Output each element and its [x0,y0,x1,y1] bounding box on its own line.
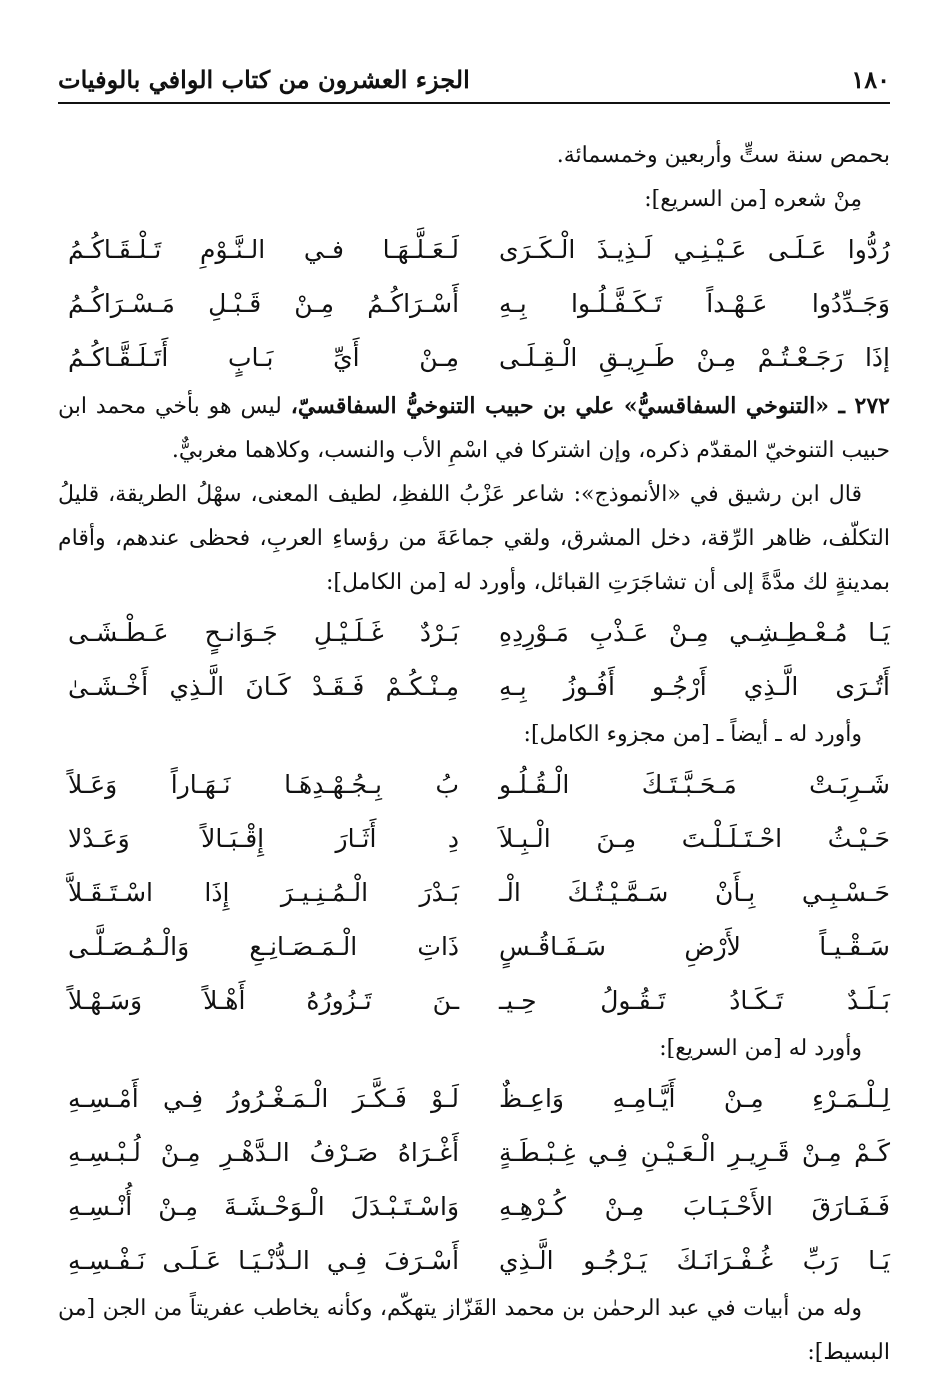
hemistich-second: دِ أَثَـارَ إِقْـبَـالاً وَعَـدْلا [68,823,460,853]
verse-row [58,1071,890,1125]
hemistich-second: لَـعَـلَّـهَـا فـي الـنَّـوْمِ تَـلْـقَـاكُـمُ [68,234,460,264]
hemistich-first: رُدُّوا عَـلَـى عَـيْـنِـي لَـذِيـذَ الْـكَـرَى [498,234,890,264]
hemistich-first: سَـقْـيـاً لأَرْضِ سَـفَـاقُـسٍ [498,931,890,961]
hemistich-first: حَـيْـثُ احْـتَـلَـلْـتَ مِـنَ الْـبِـلاَ [498,823,890,853]
hemistich-second: ـنَ تَـزُورُهُ أَهْـلاً وَسَـهْـلاً [68,985,460,1015]
verse-row [58,1233,890,1287]
hemistich-second: بُ بِـجُـهْـدِهَـا نَـهَـاراً وَعَـلاً [68,769,460,799]
running-header [58,56,890,104]
hemistich-first: فَـفَـارَقَ الأَحْـبَـابَ مِـنْ كُـرْهِـهِ [498,1191,890,1221]
verse-row [58,605,890,659]
verse-row [58,757,890,811]
poem2 [58,605,890,713]
verse-row [58,919,890,973]
hemistich-first: لِـلْـمَـرْءِ مِـنْ أَيَّـامِـهِ وَاعِـظٌ [498,1083,890,1113]
verse-row [58,865,890,919]
closing-paragraph: وله من أبيات في عبد الرحمٰن بن محمد القَزّاز يتهكّم، وكأنه يخاطب عفريتاً من الجن [من البسيط]: [58,1296,890,1365]
page-number: ١٨٠ [851,64,890,94]
hemistich-second: وَاسْـتَـبْـدَلَ الْـوَحْـشَـةَ مِـنْ أُنْـسِـهِ [68,1191,460,1221]
hemistich-first: يَـا رَبِّ غُـفْـرَانَـكَ يَـرْجُـو الَّـذِي [498,1245,890,1275]
hemistich-first: بَـلَـدٌ تَـكَـادُ تَـقُـولُ حِـيـ [498,985,890,1015]
verse-row [58,1179,890,1233]
verse-row [58,1125,890,1179]
hemistich-first: وَجَـدِّدُوا عَـهْـداً تَـكَـفَّـلُـوا بِـهِ [498,288,890,318]
entry-text: ليس هو بأخي محمد ابن حبيب التنوخيّ المقدّم ذكره، وإن اشتركا في اسْمِ الأب والنسب، وكلاهما مغربيٌّ. [58,394,890,463]
hemistich-second: ذَاتِ الْـمَـصَـانِـعِ وَالْـمُـصَـلَّـى [68,931,460,961]
verse-row [58,330,890,384]
poem3-intro: وأورد له ـ أيضاً ـ [من مجزوء الكامل]: [523,722,862,747]
poem4-intro: وأورد له [من السريع]: [659,1036,862,1061]
hemistich-second: بَـرْدٌ غَـلَـيْـلِ جَـوَانـحٍ عَـطْـشَـى [68,617,460,647]
hemistich-second: مِـنْـكُـمْ فَـقَـدْ كَـانَ الَّـذِي أَخْـشَـىٰ [68,671,460,701]
hemistich-first: أَتُـرَى الَّـذِي أَرْجُـو أَفُـوزُ بِـهِ [498,671,890,701]
hemistich-second: بَـدْرَ الْـمُـنِـيـرَ إِذَا اسْـتَـقَـلاَّ [68,877,460,907]
poem4 [58,1071,890,1287]
poem1-intro: مِنْ شعره [من السريع]: [644,187,862,212]
entry-paragraph [58,384,890,473]
verse-row [58,222,890,276]
hemistich-second: أَسْـرَاكُـمُ مِـنْ قَـبْـلِ مَـسْـرَاكُـمُ [68,288,460,318]
biography-paragraph: قال ابن رشيق في «الأنموذج»: شاعر عَزْبُ اللفظِ، لطيف المعنى، سهْلُ الطريقة، قليلُ التكلّف، ظاهر الرِّقة، دخل المشرق، ولقي جماعَةَ من رؤساءِ العربِ، فحظى عندهم، وأقام بمدينةٍ لك مدَّةً إلى أن تشاجَرَتِ القبائل، وأورد له [من الكامل]: [58,482,890,595]
hemistich-first: كَـمْ مِـنْ قَـرِيـرِ الْـعَـيْـنِ فِـي غِـبْـطَـةٍ [498,1137,890,1167]
running-title: الجزء العشرون من كتاب الوافي بالوفيات [58,64,470,94]
opening-line: بحمص سنة ستٍّ وأربعين وخمسمائة. [556,143,890,168]
entry-heading: ٢٧٢ ـ «التنوخي السفاقسيُّ» علي بن حبيب التنوخيُّ السفاقسيّ، [290,393,890,419]
hemistich-second: أَغْـرَاهُ صَـرْفُ الـدَّهْـرِ مِـنْ لُـبْـسِـهِ [68,1137,460,1167]
verse-row [58,811,890,865]
verse-row [58,973,890,1027]
hemistich-first: شَـرِبَـتْ مَـحَـبَّـتَـكَ الْـقُـلُـو [498,769,890,799]
verse-row [58,659,890,713]
poem3 [58,757,890,1027]
hemistich-second: مِـنْ أَيِّ بَـابٍ أَتَـلَـقَّـاكُـمُ [68,342,460,372]
page-body [58,134,890,1375]
poem1 [58,222,890,384]
hemistich-first: يَـا مُـعْـطِـشِـي مِـنْ عَـذْبِ مَـوْرِدِهِ [498,617,890,647]
hemistich-first: حَـسْـبِـي بِـأَنْ سَـمَّـيْـتُـكَ الْـ [498,877,890,907]
verse-row [58,276,890,330]
hemistich-first: إذَا رَجَـعْـتُـمْ مِـنْ طَـرِيـقِ الْـقِـلَـى [498,342,890,372]
hemistich-second: أَسْـرَفَ فِـي الـدُّنْـيَـا عَـلَـى نَـفْـسِـهِ [68,1245,460,1275]
hemistich-second: لَـوْ فَـكَّـرَ الْـمَـغْـرُورُ فِـي أَمْـسِـهِ [68,1083,460,1113]
